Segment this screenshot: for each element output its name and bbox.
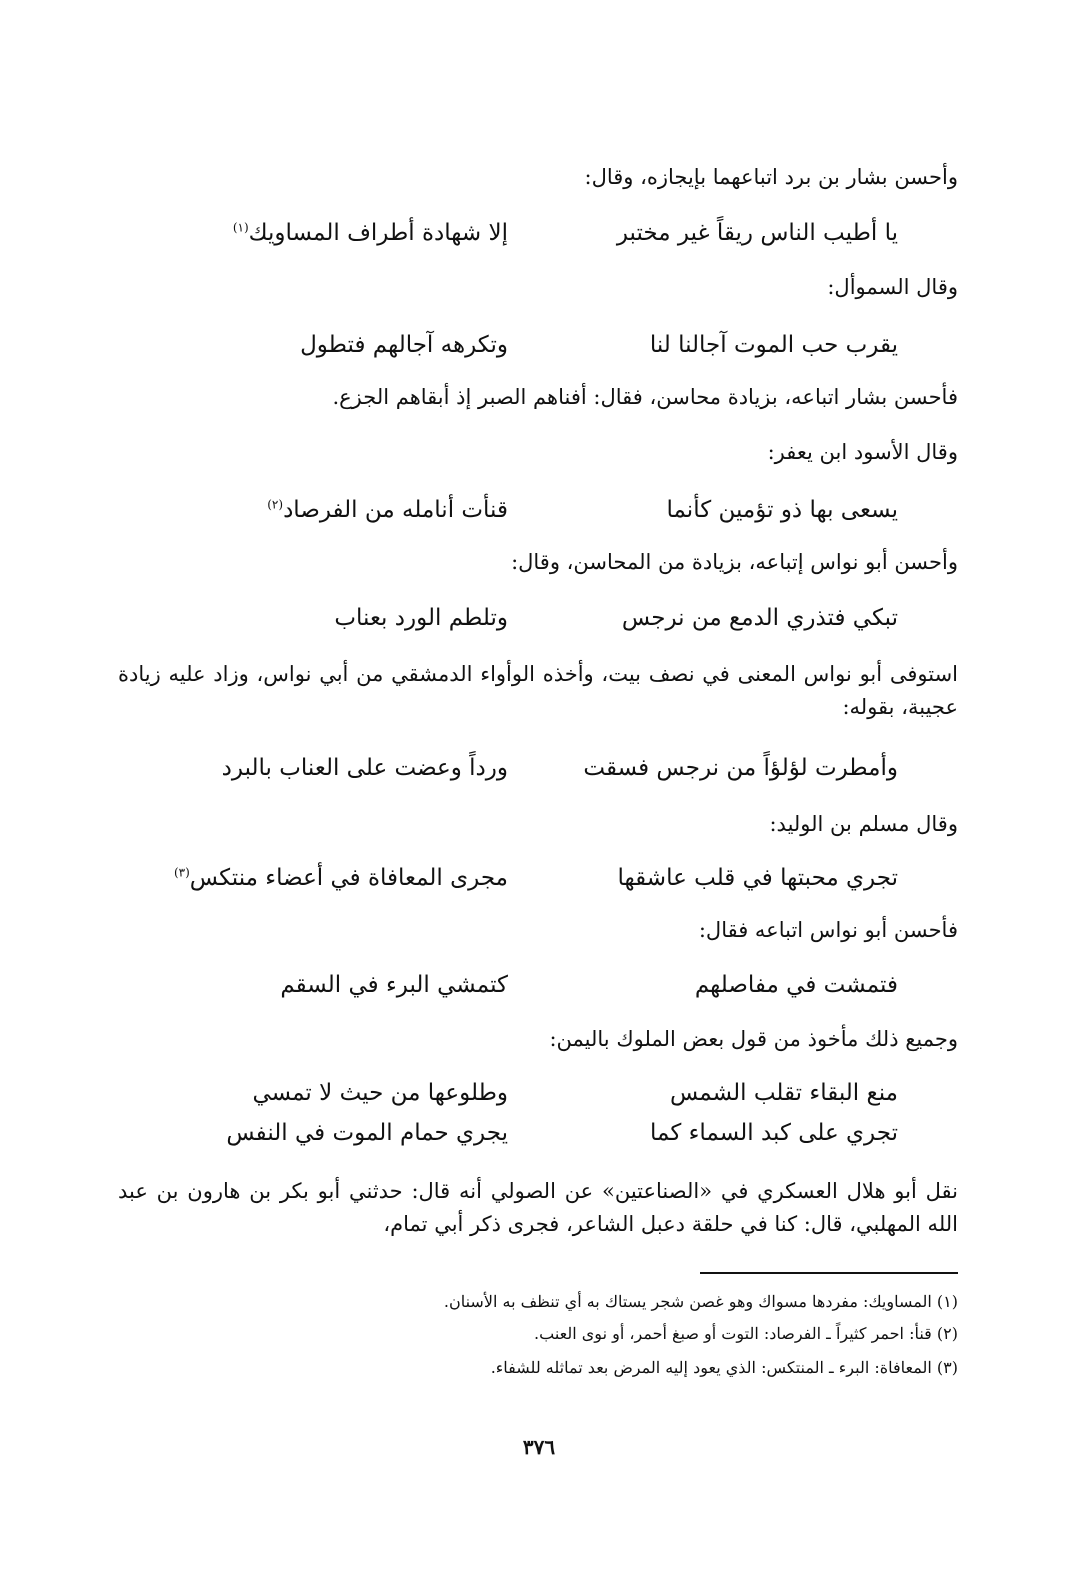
verse-first-hemistich: تجري محبتها في قلب عاشقها [617, 865, 898, 891]
verse-first-hemistich: يسعى بها ذو تؤمين كأنما [666, 497, 898, 523]
verse-second-hemistich: وتكرهه آجالهم فتطول [300, 332, 508, 358]
prose-line: وقال الأسود ابن يعفر: [767, 440, 958, 464]
verse-first-hemistich: يا أطيب الناس ريقاً غير مختبر [616, 220, 898, 246]
footnote: (٣) المعافاة: البرء ـ المنتكس: الذي يعود إليه المرض بعد تماثله للشفاء. [490, 1358, 958, 1377]
verse-second-hemistich: كتمشي البرء في السقم [280, 972, 508, 998]
prose-line: وأحسن أبو نواس إتباعه، بزيادة من المحاسن، وقال: [511, 550, 958, 574]
prose-line: وقال السموأل: [827, 275, 958, 299]
prose-line: وجميع ذلك مأخوذ من قول بعض الملوك باليمن: [549, 1027, 958, 1051]
verse-first-hemistich: فتمشت في مفاصلهم [694, 972, 898, 998]
paragraph: استوفى أبو نواس المعنى في نصف بيت، وأخذه الوأواء الدمشقي من أبي نواس، وزاد عليه زيادة عجيبة، بقوله: [118, 662, 958, 719]
footnote-marker: (٢) [267, 497, 284, 512]
footnote-marker: (١) [232, 220, 249, 235]
verse-first-hemistich: يقرب حب الموت آجالنا لنا [649, 332, 898, 358]
verse-second-hemistich: ورداً وعضت على العناب بالبرد [221, 755, 508, 781]
verse-first-hemistich: تجري على كبد السماء كما [650, 1120, 898, 1146]
prose-line: فأحسن أبو نواس اتباعه فقال: [698, 918, 958, 942]
verse-second-hemistich: إلا شهادة أطراف المساويك$^{(١)}$ [232, 220, 508, 246]
verse-second-hemistich: يجري حمام الموت في النفس [226, 1120, 508, 1146]
verse-first-hemistich: وأمطرت لؤلؤاً من نرجس فسقت [583, 755, 898, 781]
verse-first-hemistich: منع البقاء تقلب الشمس [669, 1080, 898, 1106]
footnote: (١) المساويك: مفردها مسواك وهو غصن شجر يستاك به أي تنظف به الأسنان. [443, 1292, 958, 1311]
verse-second-hemistich: وتلطم الورد بعناب [334, 605, 508, 631]
page-number: ٣٧٦ [522, 1435, 556, 1459]
footnote-separator [700, 1272, 958, 1274]
verse-second-hemistich: وطلوعها من حيث لا تمسي [252, 1080, 508, 1106]
footnote: (٢) قنأ: احمر كثيراً ـ الفرصاد: التوت أو صبغ أحمر، أو نوى العنب. [534, 1324, 958, 1343]
prose-line: فأحسن بشار اتباعه، بزيادة محاسن، فقال: أفناهم الصبر إذ أبقاهم الجزع. [332, 385, 958, 409]
prose-line: وأحسن بشار بن برد اتباعهما بإيجازه، وقال: [584, 165, 958, 189]
footnote-marker: (٣) [173, 865, 190, 880]
verse-second-hemistich: مجرى المعافاة في أعضاء منتكس$^{(٣)}$ [173, 865, 508, 891]
verse-first-hemistich: تبكي فتذري الدمع من نرجس [621, 605, 898, 631]
verse-second-hemistich: قنأت أنامله من الفرصاد$^{(٢)}$ [267, 497, 508, 523]
prose-line: وقال مسلم بن الوليد: [769, 812, 958, 836]
paragraph: نقل أبو هلال العسكري في «الصناعتين» عن الصولي أنه قال: حدثني أبو بكر بن هارون بن عبد الله المهلبي، قال: كنا في حلقة دعبل الشاعر، فجرى ذكر أبي تمام، [118, 1179, 958, 1236]
